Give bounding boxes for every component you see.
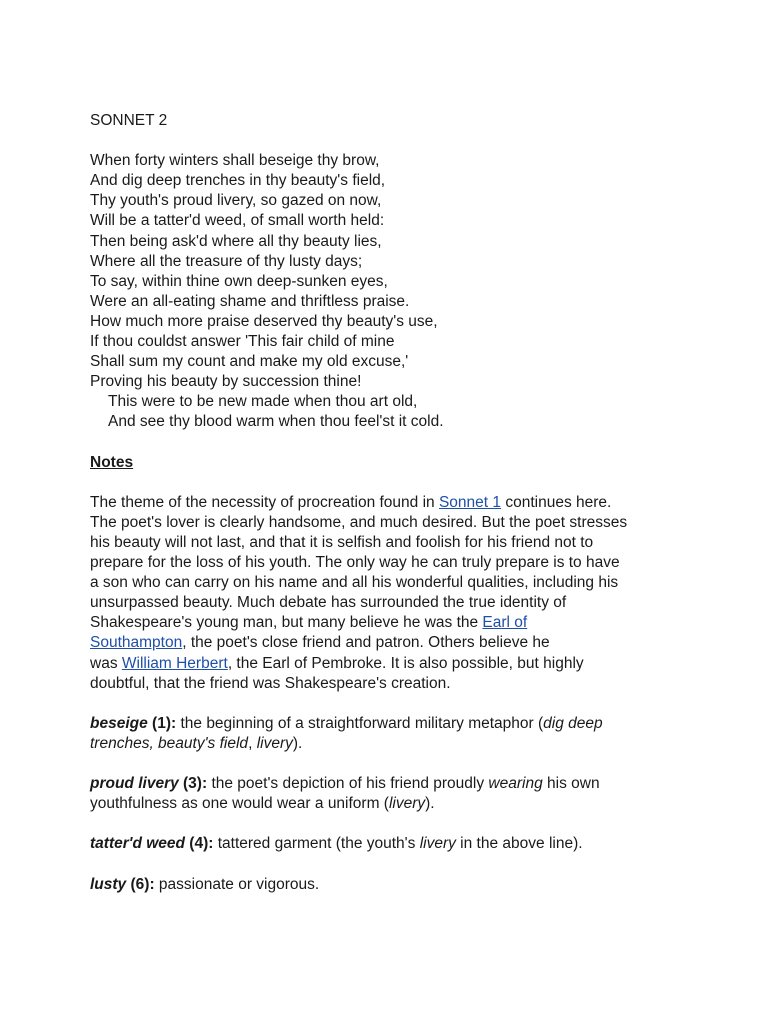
notes-text: , the Earl of Pembroke. It is also possible, but highly: [227, 654, 584, 672]
notes-text: Shakespeare's young man, but many believe he was the: [90, 614, 483, 632]
glossary-quote: livery: [388, 795, 426, 813]
notes-text: The poet's lover is clearly handsome, and much desired. But the poet stresses: [90, 513, 628, 531]
glossary-quote: trenches, beauty's field: [90, 734, 249, 752]
glossary-entry-proud-livery: [90, 774, 710, 814]
poem-line: To say, within thine own deep-sunken eyes,: [90, 272, 388, 290]
glossary-entry-lusty: [90, 875, 710, 895]
notes-heading: Notes: [90, 453, 134, 471]
poem-line: Shall sum my count and make my old excuse,': [90, 353, 409, 371]
william-herbert-link[interactable]: William Herbert: [121, 654, 228, 672]
earl-of-southampton-link[interactable]: Southampton: [90, 634, 183, 652]
poem-line: Thy youth's proud livery, so gazed on now,: [90, 192, 382, 210]
notes-text: a son who can carry on his name and all his wonderful qualities, including his: [90, 574, 619, 592]
glossary-text: youthfulness as one would wear a uniform (: [90, 795, 389, 813]
poem-line: Proving his beauty by succession thine!: [90, 373, 362, 391]
notes-text: continues here.: [501, 493, 612, 511]
glossary-term: beseige: [90, 714, 148, 732]
sonnet-title: SONNET 2: [90, 112, 168, 129]
poem-line: And dig deep trenches in thy beauty's field,: [90, 172, 386, 190]
glossary-term: proud livery: [90, 775, 179, 793]
glossary-entry-beseige: [90, 714, 710, 754]
document-page: [90, 111, 710, 895]
poem-line: If thou couldst answer 'This fair child of mine: [90, 333, 395, 351]
poem-line: Then being ask'd where all thy beauty lies,: [90, 232, 382, 250]
glossary-text: in the above line).: [455, 835, 583, 853]
poem: [90, 151, 710, 432]
notes-text: unsurpassed beauty. Much debate has surrounded the true identity of: [90, 594, 567, 612]
notes-text: prepare for the loss of his youth. The only way he can truly prepare is to have: [90, 554, 620, 572]
glossary-entry-tatterd-weed: [90, 834, 710, 854]
sonnet-1-link[interactable]: Sonnet 1: [438, 493, 502, 511]
line-number: (3):: [178, 775, 208, 793]
couplet-line: And see thy blood warm when thou feel'st it cold.: [108, 413, 444, 431]
line-number: (4):: [184, 835, 214, 853]
glossary-text: his own: [542, 775, 600, 793]
notes-paragraph: [90, 493, 710, 694]
notes-text: The theme of the necessity of procreation found in: [90, 493, 439, 511]
notes-text: his beauty will not last, and that it is selfish and foolish for his friend not to: [90, 533, 594, 551]
glossary-text: passionate or vigorous.: [154, 875, 320, 893]
glossary-quote: wearing: [488, 775, 543, 793]
poem-line: When forty winters shall beseige thy brow,: [90, 152, 380, 170]
poem-line: Were an all-eating shame and thriftless praise.: [90, 292, 410, 310]
glossary-term: lusty: [90, 875, 127, 893]
poem-line: Where all the treasure of thy lusty days;: [90, 252, 363, 270]
glossary-text: ).: [425, 795, 435, 813]
glossary-text: tattered garment (the youth's: [213, 835, 420, 853]
glossary-term: tatter'd weed: [90, 835, 185, 853]
notes-text: , the poet's close friend and patron. Others believe he: [182, 634, 550, 652]
notes-text: doubtful, that the friend was Shakespeare's creation.: [90, 674, 451, 692]
glossary-quote: livery: [256, 734, 293, 752]
poem-line: How much more praise deserved thy beauty's use,: [90, 312, 438, 330]
glossary-quote: dig deep: [543, 714, 603, 732]
notes-text: was: [90, 654, 122, 672]
glossary-text: the poet's depiction of his friend proudly: [207, 775, 489, 793]
glossary-text: ,: [248, 734, 257, 752]
line-number: (1):: [147, 714, 177, 732]
glossary-text: the beginning of a straightforward military metaphor (: [176, 714, 544, 732]
couplet-line: This were to be new made when thou art old,: [108, 393, 418, 411]
poem-line: Will be a tatter'd weed, of small worth held:: [90, 212, 385, 230]
glossary-quote: livery: [419, 835, 456, 853]
line-number: (6):: [126, 875, 155, 893]
earl-of-southampton-link[interactable]: Earl of: [482, 614, 528, 632]
glossary-text: ).: [292, 734, 303, 752]
